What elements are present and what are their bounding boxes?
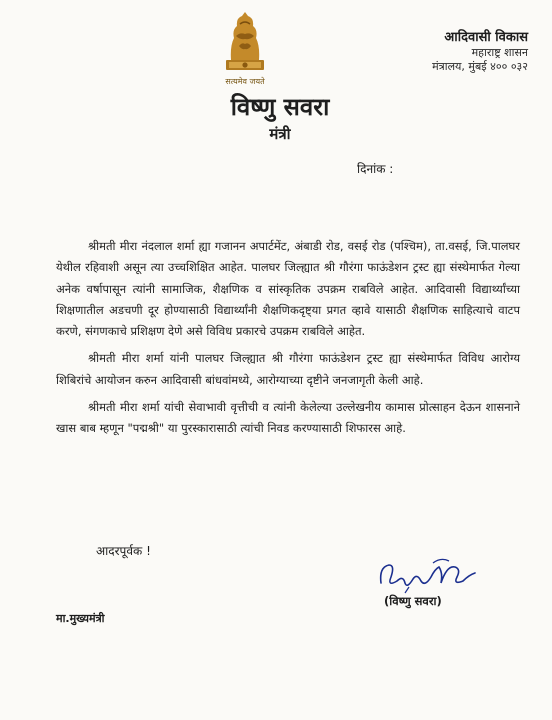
government-name: महाराष्ट्र शासन <box>471 46 528 60</box>
signatory-name: (विष्णु सवरा) <box>384 594 442 608</box>
closing-salutation: आदरपूर्वक ! <box>96 544 151 558</box>
minister-name: विष्णु सवरा <box>230 92 330 121</box>
department-block <box>432 30 528 74</box>
department-name: आदिवासी विकास <box>444 30 528 45</box>
recipient: मा.मुख्यमंत्री <box>56 612 105 625</box>
date-label: दिनांक : <box>357 162 394 176</box>
emblem-motto: सत्यमेव जयते <box>225 77 265 86</box>
state-emblem-icon <box>222 6 268 74</box>
paragraph-3: श्रीमती मीरा शर्मा यांची सेवाभावी वृत्तीची व त्यांनी केलेल्या उल्लेखनीय कामास प्रोत्साहन देऊन शासनाने खास बाब म्हणून "पद्मश्री" या पुरस्कारासाठी त्यांची निवड करण्यासाठी शिफारस आहे. <box>56 399 520 436</box>
paragraph-1: श्रीमती मीरा नंदलाल शर्मा ह्या गजानन अपार्टमेंट, अंबाडी रोड, वसई रोड (पश्चिम), ता.वसई, जि.पालघर येथील रहिवाशी असून त्या उच्चशिक्षित आहेत. पालघर जिल्ह्यात श्री गौरंगा फाऊंडेशन ट्रस्ट ह्या संस्थेमार्फत गेल्या अनेक वर्षापासून त्यांनी सामाजिक, शैक्षणिक व सांस्कृतिक उपक्रम राबविले आहेत. आदिवासी विद्यार्थ्यांच्या शिक्षणातील अडचणी दूर होण्यासाठी विद्यार्थ्यांनी शैक्षणिकदृष्ट्या प्रगत व्हावे यासाठी शैक्षणिक साहित्याचे वाटप करणे, संगणकाचे प्रशिक्षण देणे असे विविध प्रकारचे उपक्रम राबविले आहेत. <box>56 239 520 339</box>
letter-body <box>56 236 520 445</box>
handwritten-signature <box>375 553 485 597</box>
minister-role: मंत्री <box>269 125 291 143</box>
paragraph-2: श्रीमती मीरा शर्मा यांनी पालघर जिल्ह्यात श्री गौरंगा फाऊंडेशन ट्रस्ट ह्या संस्थेमार्फत विविध आरोग्य शिबिरांचे आयोजन करुन आदिवासी बांधवांमध्ये, आरोग्याच्या दृष्टीने जनजागृती केली आहे. <box>56 351 520 387</box>
office-address: मंत्रालय, मुंबई ४०० ०३२ <box>432 60 528 73</box>
